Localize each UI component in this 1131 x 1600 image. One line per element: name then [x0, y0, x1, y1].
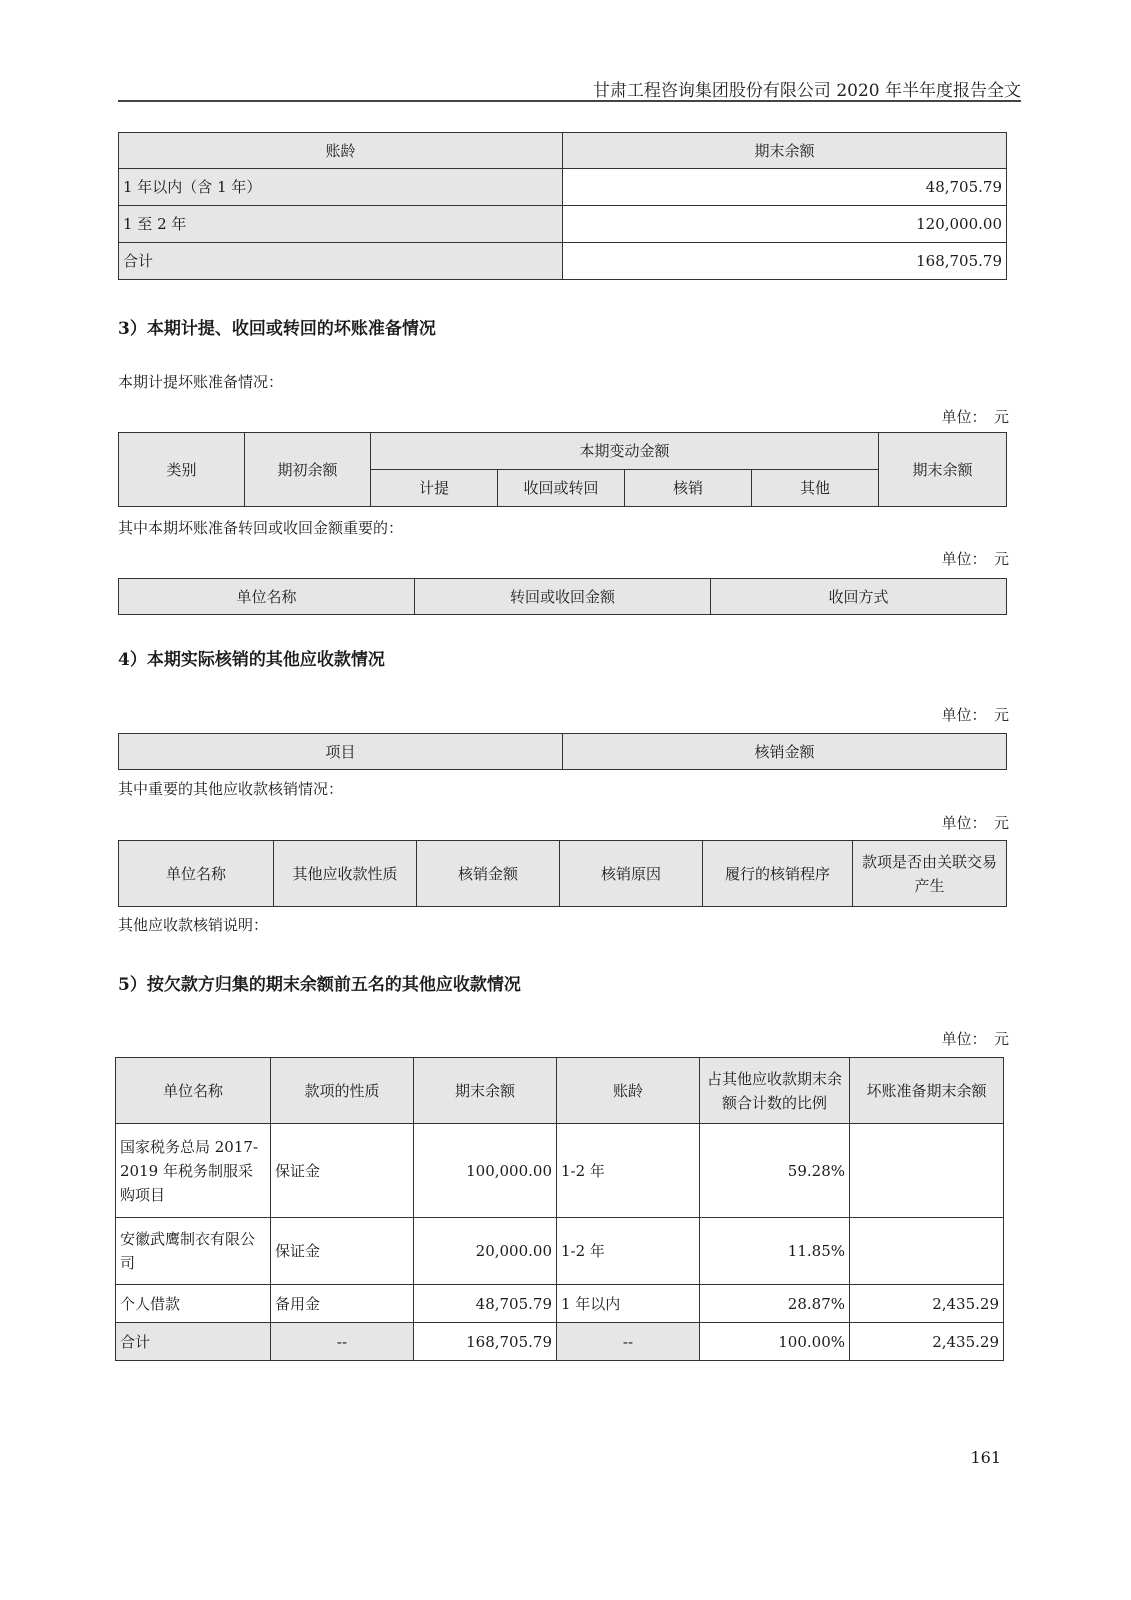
cell-nature: 保证金	[271, 1218, 414, 1285]
section-3-note: 本期计提坏账准备情况：	[118, 373, 284, 391]
header-closing-balance: 期末余额	[563, 133, 1007, 169]
cell-closing-balance: 168,705.79	[414, 1323, 557, 1361]
header-bad-debt-balance: 坏账准备期末余额	[850, 1058, 1004, 1124]
cell-closing-balance: 100,000.00	[414, 1124, 557, 1218]
page-number: 161	[970, 1448, 1001, 1467]
cell-unit-name: 个人借款	[116, 1285, 271, 1323]
header-closing-balance: 期末余额	[414, 1058, 557, 1124]
section-3-title: 3）本期计提、收回或转回的坏账准备情况	[118, 319, 436, 339]
cell-aging: 1-2 年	[557, 1124, 700, 1218]
header-unit-name: 单位名称	[116, 1058, 271, 1124]
cell-unit-name: 合计	[116, 1323, 271, 1361]
unit-label: 单位： 元	[941, 550, 1009, 568]
cell-ratio: 28.87%	[700, 1285, 850, 1323]
header-aging: 账龄	[557, 1058, 700, 1124]
header-accrual: 计提	[371, 470, 498, 507]
header-related-party: 款项是否由关联交易产生	[853, 841, 1007, 907]
document-header-title: 甘肃工程咨询集团股份有限公司 2020 年半年度报告全文	[592, 81, 1021, 101]
header-closing-balance: 期末余额	[879, 433, 1007, 507]
header-aging: 账龄	[119, 133, 563, 169]
cell-aging: 1-2 年	[557, 1218, 700, 1285]
cell-aging: --	[557, 1323, 700, 1361]
unit-label: 单位： 元	[941, 706, 1009, 724]
cell-bad-debt-balance	[850, 1124, 1004, 1218]
cell-bad-debt-balance: 2,435.29	[850, 1285, 1004, 1323]
writeoff-table	[118, 733, 1007, 770]
unit-label: 单位： 元	[941, 408, 1009, 426]
cell-unit-name: 安徽武鹰制衣有限公司	[116, 1218, 271, 1285]
recovery-table	[118, 578, 1007, 615]
aging-value: 168,705.79	[563, 243, 1007, 280]
header-unit-name: 单位名称	[119, 579, 415, 615]
table-row	[116, 1124, 1004, 1218]
section-4-note-2: 其他应收款核销说明：	[118, 916, 269, 934]
unit-label: 单位： 元	[941, 814, 1009, 832]
cell-unit-name: 国家税务总局 2017-2019 年税务制服采购项目	[116, 1124, 271, 1218]
header-recovery-method: 收回方式	[711, 579, 1007, 615]
cell-closing-balance: 48,705.79	[414, 1285, 557, 1323]
header-writeoff-amount: 核销金额	[417, 841, 560, 907]
section-3-note-2: 其中本期坏账准备转回或收回金额重要的：	[118, 519, 404, 537]
cell-closing-balance: 20,000.00	[414, 1218, 557, 1285]
table-header-row	[116, 1058, 1004, 1124]
aging-label: 1 年以内（含 1 年）	[119, 169, 563, 206]
important-writeoff-table	[118, 840, 1007, 907]
bad-debt-provision-table	[118, 432, 1007, 507]
section-5-title: 5）按欠款方归集的期末余额前五名的其他应收款情况	[118, 975, 521, 995]
top-five-receivables-table	[115, 1057, 1004, 1361]
cell-ratio: 11.85%	[700, 1218, 850, 1285]
section-4-note: 其中重要的其他应收款核销情况：	[118, 780, 344, 798]
table-row-total	[119, 243, 1007, 280]
header-category: 类别	[119, 433, 245, 507]
cell-bad-debt-balance	[850, 1218, 1004, 1285]
aging-value: 120,000.00	[563, 206, 1007, 243]
header-writeoff-reason: 核销原因	[560, 841, 703, 907]
aging-value: 48,705.79	[563, 169, 1007, 206]
cell-aging: 1 年以内	[557, 1285, 700, 1323]
header-unit-name: 单位名称	[119, 841, 274, 907]
header-rule	[118, 100, 1021, 102]
cell-ratio: 59.28%	[700, 1124, 850, 1218]
cell-nature: 保证金	[271, 1124, 414, 1218]
table-row	[116, 1285, 1004, 1323]
header-writeoff: 核销	[625, 470, 752, 507]
aging-label: 合计	[119, 243, 563, 280]
header-opening-balance: 期初余额	[245, 433, 371, 507]
table-row	[119, 169, 1007, 206]
header-item: 项目	[119, 734, 563, 770]
header-change-amount: 本期变动金额	[371, 433, 879, 470]
unit-label: 单位： 元	[941, 1030, 1009, 1048]
header-receivable-nature: 其他应收款性质	[274, 841, 417, 907]
header-other: 其他	[752, 470, 879, 507]
cell-ratio: 100.00%	[700, 1323, 850, 1361]
table-row	[116, 1218, 1004, 1285]
aging-table	[118, 132, 1007, 280]
table-header-row	[119, 133, 1007, 169]
aging-label: 1 至 2 年	[119, 206, 563, 243]
section-4-title: 4）本期实际核销的其他应收款情况	[118, 650, 385, 670]
table-row-total	[116, 1323, 1004, 1361]
header-writeoff-amount: 核销金额	[563, 734, 1007, 770]
header-writeoff-procedure: 履行的核销程序	[703, 841, 853, 907]
header-ratio: 占其他应收款期末余额合计数的比例	[700, 1058, 850, 1124]
cell-bad-debt-balance: 2,435.29	[850, 1323, 1004, 1361]
header-recovery: 收回或转回	[498, 470, 625, 507]
header-nature: 款项的性质	[271, 1058, 414, 1124]
cell-nature: --	[271, 1323, 414, 1361]
header-recovery-amount: 转回或收回金额	[415, 579, 711, 615]
table-row	[119, 206, 1007, 243]
cell-nature: 备用金	[271, 1285, 414, 1323]
